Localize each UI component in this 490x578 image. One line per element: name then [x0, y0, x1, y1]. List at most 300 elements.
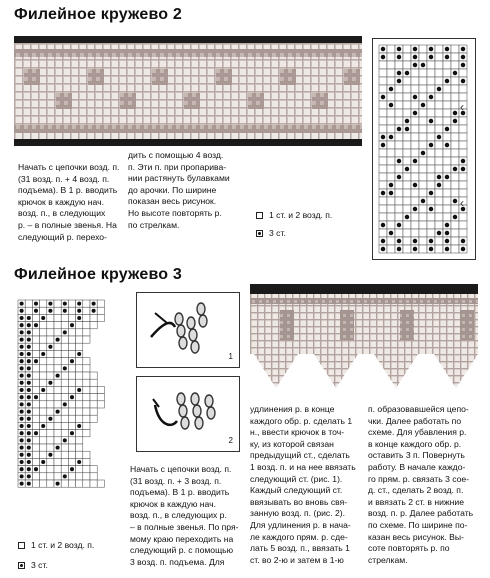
chart-dot — [48, 381, 52, 385]
chart-cell — [40, 300, 47, 307]
chart-cell — [411, 173, 419, 181]
chart-cell — [419, 221, 427, 229]
chart-cell — [451, 85, 459, 93]
chart-dot — [20, 410, 24, 414]
chart-cell — [451, 221, 459, 229]
chart-cell — [411, 125, 419, 133]
chart-dot — [445, 175, 449, 179]
chart-cell — [387, 61, 395, 69]
chart-cell — [54, 473, 61, 480]
chart-cell — [395, 229, 403, 237]
chart-cell — [403, 157, 411, 165]
chart-cell — [54, 358, 61, 365]
open-mesh-icon — [18, 542, 25, 549]
chart-cell — [427, 77, 435, 85]
chart-dot — [461, 63, 465, 67]
chart-dot — [405, 127, 409, 131]
chart-dot — [445, 47, 449, 51]
chart-cell — [97, 394, 104, 401]
instruction-line: схеме. Для убавления р. — [368, 427, 467, 438]
chart-dot — [27, 453, 31, 457]
chart-cell — [411, 149, 419, 157]
chart-cell — [61, 430, 68, 437]
chart-cell — [427, 149, 435, 157]
repeat-arrow-top: ‹ — [460, 100, 464, 114]
chart-cell — [68, 408, 75, 415]
chart-cell — [435, 213, 443, 221]
instruction-line: (31 возд. п. + 4 возд. п. — [18, 173, 110, 184]
chart-cell — [443, 93, 451, 101]
chart-cell — [379, 101, 387, 109]
chart-cell — [403, 205, 411, 213]
instruction-line: удлинения р. в конце — [250, 404, 335, 414]
chart-cell — [435, 141, 443, 149]
chart-cell — [90, 372, 97, 379]
chart-dot — [437, 231, 441, 235]
chart-dot — [389, 191, 393, 195]
chart-cell — [395, 93, 403, 101]
instruction-line: р. – в полные звенья. На — [18, 219, 117, 230]
chart-dot — [56, 482, 60, 486]
chart-dot — [20, 302, 24, 306]
chart-cell — [387, 237, 395, 245]
chart-dot — [429, 119, 433, 123]
chart-cell — [451, 125, 459, 133]
chart-cell — [32, 386, 39, 393]
chart-cell — [68, 314, 75, 321]
chart-dot — [41, 424, 45, 428]
legend-item-filled — [256, 228, 332, 238]
chart-cell — [435, 157, 443, 165]
chart-dot — [381, 135, 385, 139]
chart-dot — [27, 374, 31, 378]
chart-dot — [405, 167, 409, 171]
instruction-line: подъема). В 1 р. вводить — [18, 185, 118, 196]
instruction-line: в конце каждого обр. р. — [368, 438, 462, 449]
chart-cell — [83, 422, 90, 429]
instruction-line: показан весь рисунок. — [128, 196, 217, 207]
chart-cell — [47, 473, 54, 480]
chart-dot — [413, 55, 417, 59]
instruction-line: каждого обр. р. сделать 1 — [250, 415, 353, 426]
chart-cell — [83, 394, 90, 401]
chart-dot — [453, 199, 457, 203]
chart-cell — [83, 415, 90, 422]
chart-dot — [27, 482, 31, 486]
chart-dot — [27, 323, 31, 327]
section1-title: Филейное кружево 2 — [14, 6, 182, 23]
chart-cell — [76, 430, 83, 437]
chart-dot — [27, 467, 31, 471]
chart-cell — [54, 458, 61, 465]
chart-cell — [97, 386, 104, 393]
chart-cell — [83, 336, 90, 343]
chart-cell — [459, 149, 467, 157]
instruction-line: мому краю переходить на — [130, 533, 234, 544]
chart-cell — [443, 101, 451, 109]
chart-cell — [90, 466, 97, 473]
chart-dot — [27, 316, 31, 320]
chart-cell — [419, 141, 427, 149]
legend-label: 1 ст. и 2 возд. п. — [269, 210, 333, 220]
chart-dot — [27, 359, 31, 363]
chart-cell — [90, 415, 97, 422]
chart-cell — [427, 221, 435, 229]
chart-cell — [47, 322, 54, 329]
chart-dot — [20, 338, 24, 342]
chart-cell — [61, 372, 68, 379]
chart-cell — [76, 437, 83, 444]
chart-cell — [403, 61, 411, 69]
chart-dot — [20, 381, 24, 385]
chart-dot — [70, 359, 74, 363]
chart-cell — [32, 415, 39, 422]
chart-cell — [97, 480, 104, 487]
chart-cell — [54, 394, 61, 401]
chart-cell — [379, 125, 387, 133]
chart-cell — [54, 365, 61, 372]
chart-dot — [429, 191, 433, 195]
chart-cell — [40, 329, 47, 336]
section2-instructions-col2 — [250, 404, 356, 566]
chart-cell — [61, 408, 68, 415]
chart-cell — [90, 401, 97, 408]
instruction-line: – в полные звенья. По пря- — [130, 521, 239, 532]
chart-cell — [76, 401, 83, 408]
section2-instructions-col1 — [130, 464, 239, 568]
chart-cell — [379, 197, 387, 205]
chart-cell — [395, 205, 403, 213]
chart-dot — [41, 460, 45, 464]
chart-dot — [397, 79, 401, 83]
chart-cell — [32, 329, 39, 336]
chart-dot — [445, 127, 449, 131]
chart-cell — [76, 365, 83, 372]
chart-cell — [61, 336, 68, 343]
chart-cell — [419, 205, 427, 213]
chart-dot — [48, 309, 52, 313]
chart-cell — [47, 444, 54, 451]
chart-cell — [54, 466, 61, 473]
crochet-chart-2 — [372, 38, 476, 260]
chart-cell — [427, 157, 435, 165]
chart-cell — [40, 322, 47, 329]
figure-label-1: 1 — [228, 352, 233, 361]
chart-dot — [34, 359, 38, 363]
chart-dot — [389, 183, 393, 187]
chart-dot — [34, 395, 38, 399]
chart-cell — [395, 197, 403, 205]
chart-cell — [68, 329, 75, 336]
chart-dot — [20, 438, 24, 442]
chart-dot — [48, 417, 52, 421]
chart-cell — [443, 165, 451, 173]
chart-cell — [387, 197, 395, 205]
chart-cell — [419, 181, 427, 189]
chart-cell — [47, 358, 54, 365]
chart-cell — [411, 141, 419, 149]
chart-cell — [32, 473, 39, 480]
chart-dot — [445, 239, 449, 243]
chart-dot — [445, 55, 449, 59]
chart-dot — [397, 55, 401, 59]
chart-cell — [83, 451, 90, 458]
chart-cell — [47, 458, 54, 465]
chart-cell — [76, 473, 83, 480]
instruction-line: Начать с цепочки возд. п. — [18, 162, 120, 172]
chart-cell — [76, 358, 83, 365]
chart-cell — [379, 205, 387, 213]
chart-cell — [76, 322, 83, 329]
chart-cell — [83, 473, 90, 480]
chart-dot — [63, 330, 67, 334]
chart-cell — [435, 77, 443, 85]
chart-cell — [68, 444, 75, 451]
chart-cell — [451, 229, 459, 237]
chart-dot — [20, 446, 24, 450]
chart-cell — [40, 466, 47, 473]
chart-cell — [411, 69, 419, 77]
chart-cell — [47, 408, 54, 415]
chart-cell — [54, 386, 61, 393]
chart-dot — [41, 388, 45, 392]
chart-cell — [395, 181, 403, 189]
chart-cell — [435, 205, 443, 213]
section2-legend — [18, 540, 94, 570]
chart-cell — [451, 141, 459, 149]
chart-cell — [61, 394, 68, 401]
chart-cell — [443, 85, 451, 93]
chart-dot — [20, 352, 24, 356]
chart-cell — [411, 101, 419, 109]
chart-cell — [83, 408, 90, 415]
chart-dot — [413, 95, 417, 99]
chart-dot — [56, 338, 60, 342]
chart-cell — [435, 93, 443, 101]
legend-item-filled — [18, 560, 94, 570]
chart-dot — [389, 135, 393, 139]
chart-dot — [34, 302, 38, 306]
chart-dot — [27, 345, 31, 349]
chart-cell — [435, 149, 443, 157]
chart-cell — [387, 213, 395, 221]
instruction-line: возд. п., в следующих — [18, 208, 106, 219]
chart-dot — [20, 388, 24, 392]
chart-cell — [47, 422, 54, 429]
chart-cell — [61, 415, 68, 422]
chart-cell — [427, 101, 435, 109]
chart-cell — [83, 386, 90, 393]
chart-dot — [397, 127, 401, 131]
chart-dot — [429, 143, 433, 147]
chart-cell — [419, 213, 427, 221]
chart-cell — [61, 451, 68, 458]
chart-cell — [459, 173, 467, 181]
chart-dot — [20, 467, 24, 471]
chart-cell — [97, 300, 104, 307]
chart-dot — [453, 111, 457, 115]
chart-dot — [381, 239, 385, 243]
chart-dot — [381, 47, 385, 51]
chart-cell — [32, 401, 39, 408]
chart-cell — [451, 149, 459, 157]
chart-cell — [411, 213, 419, 221]
chart-dot — [20, 431, 24, 435]
chart-cell — [427, 61, 435, 69]
chart-cell — [443, 181, 451, 189]
chart-cell — [68, 422, 75, 429]
filled-block-icon — [18, 562, 25, 569]
chart-cell — [395, 101, 403, 109]
chart-dot — [27, 474, 31, 478]
chart-cell — [451, 181, 459, 189]
section2-instructions-col3 — [368, 404, 473, 566]
chart-cell — [83, 372, 90, 379]
chart-cell — [419, 173, 427, 181]
instruction-line: крючок в каждую нач. — [18, 196, 104, 207]
chart-dot — [70, 395, 74, 399]
chart-cell — [435, 237, 443, 245]
chart-cell — [68, 365, 75, 372]
chart-cell — [40, 437, 47, 444]
chart-dot — [27, 395, 31, 399]
instruction-line: стрелкам. — [368, 554, 408, 565]
chart-cell — [443, 149, 451, 157]
instruction-line: подъема). В 1 р. вводить — [130, 487, 230, 498]
chart-dot — [48, 302, 52, 306]
chart-cell — [419, 229, 427, 237]
chart-cell — [435, 189, 443, 197]
chart-cell — [40, 408, 47, 415]
instruction-line: ст. во 2-ю и затем в 1-ю — [250, 554, 344, 565]
chart-dot — [56, 446, 60, 450]
chart-dot — [20, 417, 24, 421]
chart-cell — [419, 85, 427, 93]
chart-cell — [47, 401, 54, 408]
chart-cell — [90, 379, 97, 386]
chart-cell — [83, 358, 90, 365]
chart-cell — [40, 379, 47, 386]
chart-cell — [443, 205, 451, 213]
chart-dot — [34, 431, 38, 435]
chart-cell — [90, 386, 97, 393]
chart-cell — [443, 133, 451, 141]
chart-cell — [40, 401, 47, 408]
chart-dot — [63, 402, 67, 406]
instruction-line: п. образовавшейся цепо- — [368, 404, 469, 414]
chart-dot — [413, 63, 417, 67]
chart-cell — [47, 480, 54, 487]
chart-cell — [61, 350, 68, 357]
chart-cell — [61, 480, 68, 487]
chart-cell — [40, 372, 47, 379]
instruction-line: го прям. р. связать 3 сое- — [368, 473, 470, 484]
chart-cell — [61, 458, 68, 465]
chart-cell — [459, 229, 467, 237]
chart-cell — [403, 109, 411, 117]
chart-cell — [419, 165, 427, 173]
chart-cell — [379, 149, 387, 157]
chart-dot — [389, 231, 393, 235]
instruction-line: (31 возд. п. + 3 возд. п. — [130, 475, 222, 486]
chart-dot — [453, 71, 457, 75]
chart-cell — [403, 141, 411, 149]
chart-cell — [435, 245, 443, 253]
chart-dot — [453, 215, 457, 219]
chart-cell — [387, 93, 395, 101]
chart-cell — [379, 213, 387, 221]
chart-dot — [397, 247, 401, 251]
chart-dot — [20, 366, 24, 370]
chart-cell — [40, 336, 47, 343]
chart-cell — [379, 173, 387, 181]
chart-cell — [90, 480, 97, 487]
chart-dot — [20, 309, 24, 313]
chart-cell — [61, 444, 68, 451]
chart-cell — [76, 329, 83, 336]
chart-cell — [47, 430, 54, 437]
chart-cell — [435, 45, 443, 53]
chart-dot — [34, 467, 38, 471]
chart-cell — [25, 307, 32, 314]
chart-dot — [461, 55, 465, 59]
chart-cell — [68, 473, 75, 480]
chart-dot — [70, 467, 74, 471]
chart-cell — [387, 165, 395, 173]
chart-cell — [68, 350, 75, 357]
chart-cell — [427, 165, 435, 173]
chart-dot — [381, 191, 385, 195]
instruction-line: Каждый следующий ст. — [250, 485, 343, 496]
chart-cell — [451, 53, 459, 61]
chart-cell — [68, 379, 75, 386]
chart-cell — [61, 386, 68, 393]
chart-dot — [63, 366, 67, 370]
chart-dot — [34, 309, 38, 313]
chart-dot — [421, 151, 425, 155]
instruction-line: Начать с цепочки возд. п. — [130, 464, 232, 474]
chart-cell — [54, 401, 61, 408]
chart-cell — [90, 394, 97, 401]
chart-cell — [435, 125, 443, 133]
chart-cell — [32, 480, 39, 487]
chart-cell — [90, 473, 97, 480]
chart-cell — [54, 379, 61, 386]
chart-dot — [27, 381, 31, 385]
chart-cell — [76, 415, 83, 422]
chart-dot — [70, 323, 74, 327]
chart-cell — [411, 197, 419, 205]
chart-dot — [429, 207, 433, 211]
section1-instructions-col1 — [18, 162, 119, 243]
chart-dot — [429, 239, 433, 243]
chart-cell — [68, 415, 75, 422]
chart-dot — [437, 183, 441, 187]
chart-cell — [97, 314, 104, 321]
chart-cell — [395, 85, 403, 93]
chart-dot — [405, 71, 409, 75]
chart-cell — [76, 466, 83, 473]
chart-dot — [27, 366, 31, 370]
chart-cell — [419, 133, 427, 141]
chart-dot — [27, 417, 31, 421]
chart-cell — [83, 307, 90, 314]
chart-dot — [461, 159, 465, 163]
legend-label: 3 ст. — [31, 560, 48, 570]
chart-cell — [395, 109, 403, 117]
chart-cell — [68, 401, 75, 408]
chart-cell — [395, 149, 403, 157]
